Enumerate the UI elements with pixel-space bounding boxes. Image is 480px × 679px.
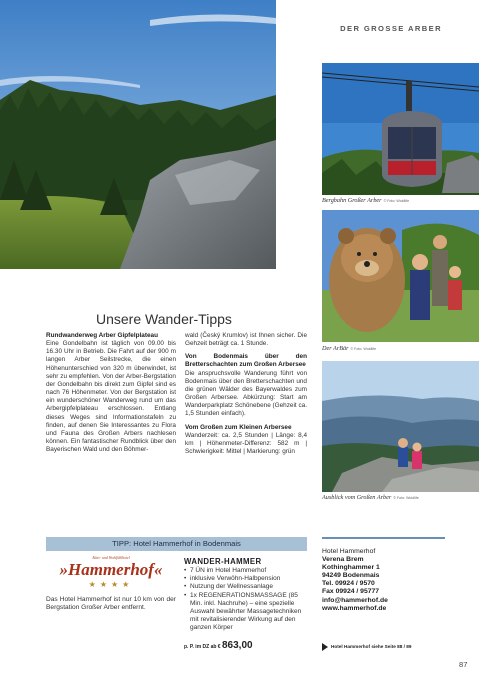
page-number: 87 bbox=[459, 660, 468, 669]
contact-street: Kothinghammer 1 bbox=[322, 564, 380, 572]
page-reference: Hotel Hammerhof siehe Seite 88 / 89 bbox=[322, 643, 412, 651]
star-rating-icon: ★★★★ bbox=[88, 580, 134, 589]
route-text-2: Die anspruchsvolle Wanderung führt von Bodenmais über den Bretterschachten und die grünen Wälder des Bayerwaldes zum Großen Arbersee. Abkürzung: Start am Wanderparkplatz Schönebene (Gehzeit ca. 1,5 Stunden einfach). bbox=[185, 369, 307, 418]
view-from-arber-photo bbox=[322, 361, 479, 492]
article-column-2 bbox=[185, 332, 307, 461]
route-heading-3: Vom Großen zum Kleinen Arbersee bbox=[185, 423, 292, 431]
offer-item: • Nutzung der Wellnessanlage bbox=[184, 583, 304, 591]
contact-divider bbox=[322, 537, 445, 539]
bear-mascot-photo bbox=[322, 210, 479, 342]
route-text-1: Eine Gondelbahn ist täglich von 09.00 bis 16.30 Uhr in Betrieb. Die Fahrt auf der 900 m langen Arber Seilstrecke, die einen Höhenunterschied von 320 m überwindet, ist sehr zu empfehlen. Von der Arber-Bergstation der Gondelbahn bis direkt zum Gipfel sind es nach 76 Höhenmeter. Von der Bergstation ist ein wunderschöner Wanderweg rund um das Arbergipfelplateau erschlossen. Entlang dieses Weges sind Informationstafeln zu finden, auf denen Sie Interessantes zu Flora und Fauna des Großen Arbers nachlesen können. Ein fantastischer Rundblick über den Bayerischen Wald und den Böhmer- bbox=[46, 340, 176, 454]
route-heading-2: Von Bodenmais über den Bretterschachten zum Großen Arbersee bbox=[185, 353, 307, 369]
hero-photo-mountain-forest bbox=[0, 0, 276, 269]
arrow-right-icon bbox=[322, 643, 328, 651]
offer-item: • 1x REGENERATIONSMASSAGE (85 Min. inkl. Nachruhe) – eine spezielle Auswahl bewährter Massagetechniken mit revitalisierender Wirkung auf den ganzen Körper bbox=[184, 592, 304, 633]
contact-fax: Fax 09924 / 95777 bbox=[322, 588, 380, 596]
bear-caption: Der ArBär © Foto: Woidlife bbox=[322, 345, 377, 352]
gondola-caption: Bergbahn Großer Arber © Foto: Woidlife bbox=[322, 197, 410, 204]
gondola-photo bbox=[322, 63, 479, 195]
contact-person: Verena Brem bbox=[322, 556, 364, 564]
route-text-3: Wanderzeit: ca. 2,5 Stunden | Länge: 8,4 km | Höhenmeter-Differenz: 582 m | Schwierigkeit: Mittel | Markierung: grün bbox=[185, 431, 307, 456]
offer-item: • 7 ÜN im Hotel Hammerhof bbox=[184, 567, 304, 575]
page-title: Unsere Wander-Tipps bbox=[96, 311, 232, 327]
hotel-contact bbox=[322, 548, 388, 613]
contact-city: 94249 Bodenmais bbox=[322, 572, 380, 580]
offer-list bbox=[184, 567, 304, 633]
contact-website-link[interactable]: www.hammerhof.de bbox=[322, 604, 387, 612]
tip-banner: TIPP: Hotel Hammerhof in Bodenmais bbox=[46, 537, 307, 551]
route-text-1-continued: wald (Český Krumlov) ist Ihnen sicher. Die Gehzeit beträgt ca. 1 Stunde. bbox=[185, 332, 307, 348]
contact-email-link[interactable]: info@hammerhof.de bbox=[322, 596, 388, 604]
offer-price: p. P. im DZ ab € 863,00 bbox=[184, 640, 253, 651]
view-caption: Ausblick vom Großen Arber © Foto: Woidlife bbox=[322, 494, 419, 501]
hotel-description: Das Hotel Hammerhof ist nur 10 km von der Bergstation Großer Arber entfernt. bbox=[46, 596, 176, 612]
hammerhof-logo: Aktiv- und Wohlfühlhotel »Hammerhof« ★★★★ bbox=[46, 554, 176, 594]
contact-hotel-name: Hotel Hammerhof bbox=[322, 548, 376, 555]
route-heading-1: Rundwanderweg Arber Gipfelplateau bbox=[46, 332, 158, 339]
offer-title: WANDER-HAMMER bbox=[184, 557, 262, 566]
article-column-1 bbox=[46, 332, 176, 459]
offer-item: • inklusive Verwöhn-Halbpension bbox=[184, 575, 304, 583]
section-label: DER GROSSE ARBER bbox=[340, 24, 442, 33]
contact-phone: Tel. 09924 / 9570 bbox=[322, 580, 375, 588]
